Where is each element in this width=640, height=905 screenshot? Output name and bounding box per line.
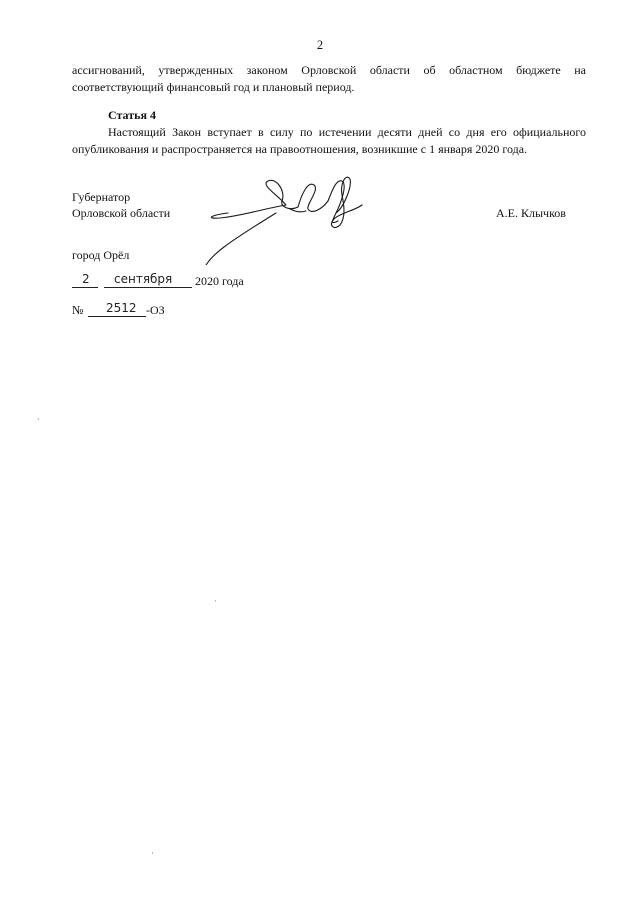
paragraph-line: соответствующий финансовый год и плановый период. <box>72 80 355 94</box>
place-of-signing: город Орёл <box>72 248 130 262</box>
signatory-position <box>72 189 170 221</box>
scan-speck <box>215 600 216 602</box>
date-day: 2 <box>82 272 90 286</box>
signatory-position-line: Орловской области <box>72 206 171 220</box>
paragraph-line: ассигнований, утвержденных законом Орловской области об областном бюджете на <box>72 63 586 77</box>
date-year: 2020 года <box>195 274 244 288</box>
paragraph-appropriations <box>72 62 586 96</box>
date-month: сентября <box>114 272 173 286</box>
signatory-position-line: Губернатор <box>72 190 131 204</box>
law-number-value: 2512 <box>106 301 137 315</box>
signatory-name: А.Е. Клычков <box>496 206 566 220</box>
scan-speck <box>38 418 39 420</box>
law-number-suffix: -ОЗ <box>146 303 165 317</box>
law-number-prefix: № <box>72 303 84 317</box>
paragraph-line: опубликования и распространяется на правоотношения, возникшие с 1 января 2020 года. <box>72 142 528 156</box>
scan-speck <box>152 852 153 854</box>
governor-signature <box>190 165 370 265</box>
article-title: Статья 4 <box>108 108 156 122</box>
page-number: 2 <box>316 38 324 52</box>
paragraph-line: Настоящий Закон вступает в силу по истечении десяти дней со дня его официального <box>108 125 586 139</box>
article-text <box>72 124 586 158</box>
